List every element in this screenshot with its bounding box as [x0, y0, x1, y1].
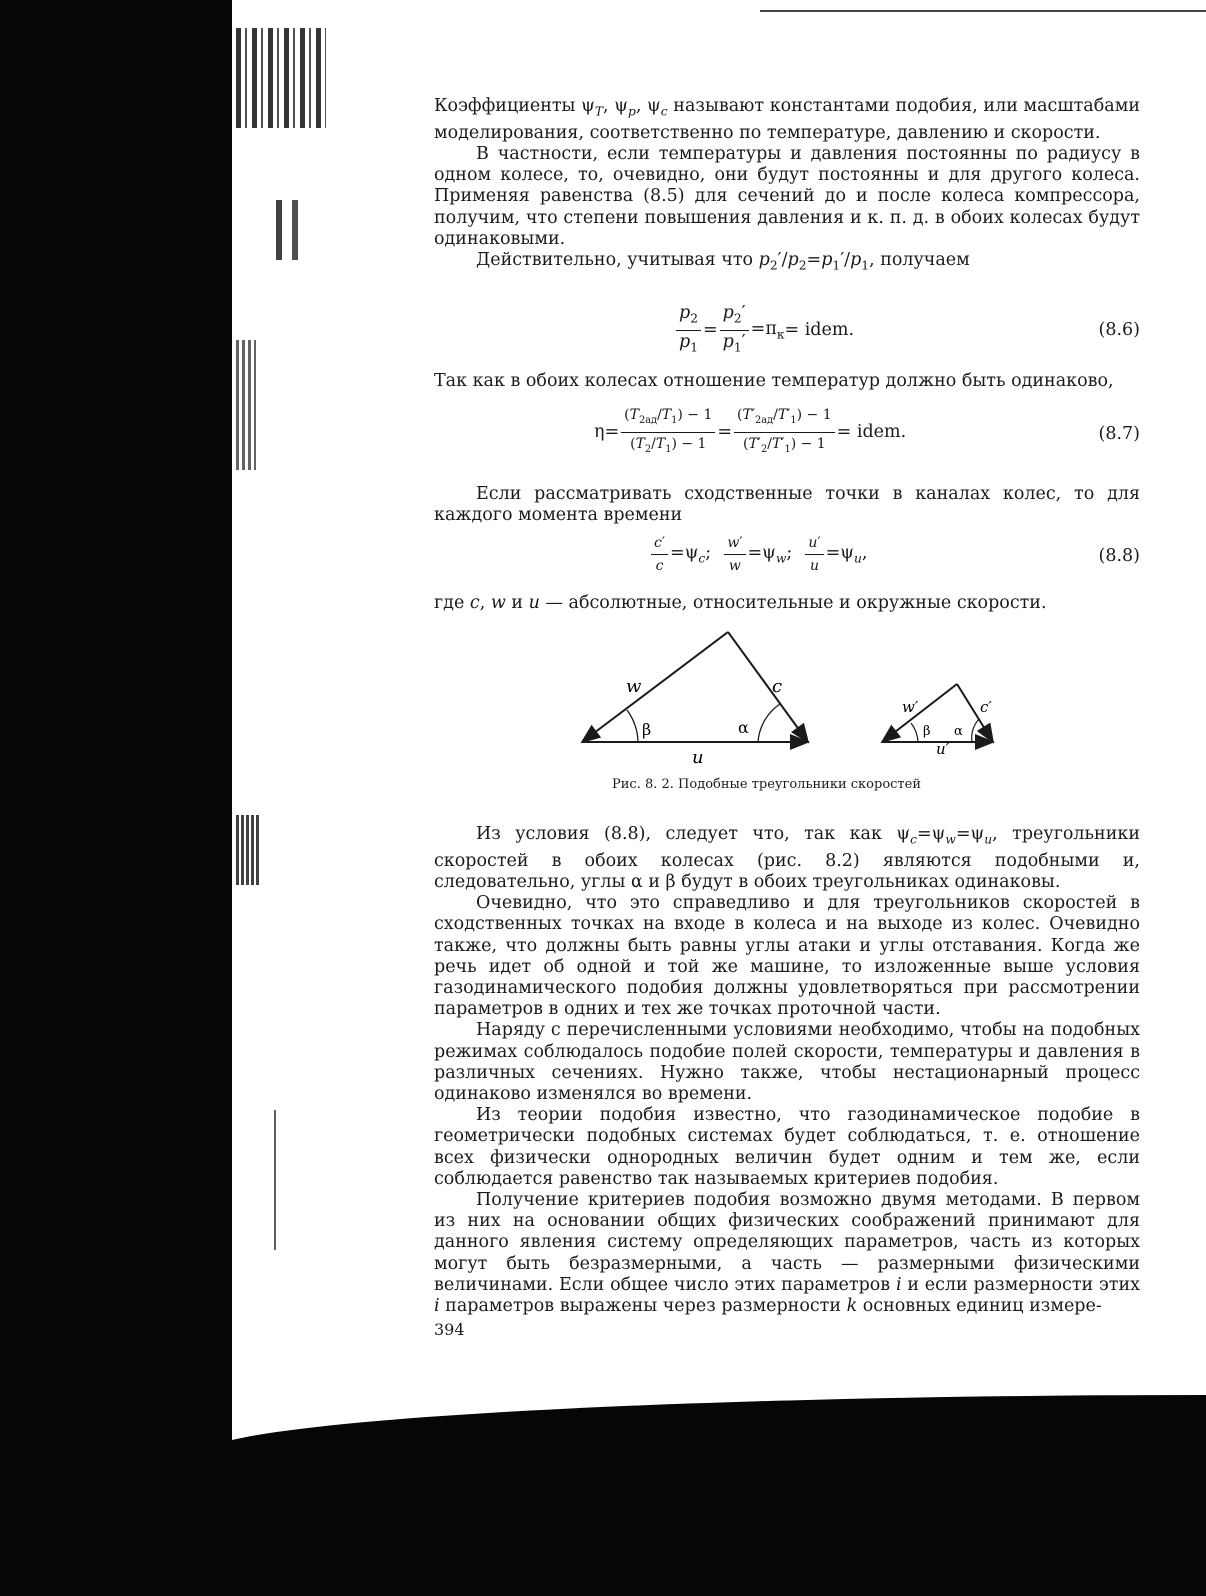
angle-alpha-arc	[758, 704, 780, 742]
equation-8-6: $\frac{p_2}{p_1}$ = $\frac{p_2'}{p_1'}$ $=\pi_к$ = idem. (8.6)	[434, 300, 1140, 364]
equation-8-8: $\frac{c'}{c}$ $=\psi_c$; $\frac{w'}{w}$ $=\psi_w$; $\frac{u'}{u}$ $=\psi_u$, (8.8)	[434, 532, 1140, 582]
label-w: w	[626, 676, 642, 697]
equation-number: (8.8)	[1098, 546, 1140, 566]
angle-beta-arc	[627, 710, 638, 742]
paragraph-similar-points: Если рассматривать сходственные точки в каналах колес, то для каждого момента времени	[434, 484, 1140, 526]
equation-number: (8.7)	[1098, 424, 1140, 444]
label-u: u	[692, 747, 704, 768]
vector-w-prime	[882, 684, 957, 742]
paragraph-inlet-outlet: Очевидно, что это справедливо и для треугольников скоростей в сходственных точках на входе в колеса и на выходе из колес. Очевидно также, что должны быть равны углы атаки и углы отставания. Когда же речь идет об одной и той же машине, то изложенные выше условия газодинамического подобия должны удовлетворяться при рассмотрении параметров в одних и тех же точках проточной части.	[434, 893, 1140, 1020]
velocity-triangles-figure	[570, 620, 1010, 770]
page-number: 394	[434, 1320, 465, 1339]
label-c-prime: c′	[980, 698, 992, 716]
paragraph-temperature-ratio: Так как в обоих колесах отношение температур должно быть одинаково,	[434, 371, 1114, 391]
paragraph-constant-radius: В частности, если температуры и давления постоянны по радиусу в одном колесе, то, очевидно, они будут постоянны и для другого колеса. Применяя равенства (8.5) для сечений до и после колеса компрессора, получим, что степени повышения давления и к. п. д. в обоих колесах будут одинаковыми.	[434, 143, 1140, 249]
label-w-prime: w′	[902, 698, 919, 716]
angle-alpha-prime-arc	[972, 719, 979, 742]
scan-artifact	[236, 340, 256, 470]
psi-symbols: $\psi_T$, $\psi_p$, $\psi_c$	[581, 96, 668, 119]
angle-beta-prime-arc	[911, 723, 918, 742]
vector-w	[582, 632, 728, 742]
scan-artifact	[236, 815, 260, 885]
paragraph-criteria-methods: Получение критериев подобия возможно двумя методами. В первом из них на основании общих физических соображений принимают для данного явления систему определяющих параметров, часть из которых могут быть безразмерными, а часть — размерными физическими величинами. Если общее число этих параметров i и если размерности этих i параметров выражены через размерности k основных единиц измере-	[434, 1189, 1140, 1316]
paragraph-constants: Коэффициенты $\psi_T$, $\psi_p$, $\psi_c$ называют константами подобия, или масштабами моделирования, соответственно по температуре, давлению и скорости. В частности, если температуры и давления постоянны по радиусу в одном колесе, то, очевидно, они будут постоянны и для другого колеса. Применяя равенства (8.5) для сечений до и после колеса компрессора, получим, что степени повышения давления и к. п. д. в обоих колесах будут одинаковыми. Действительно, учитывая что $p_2'/p_2=p_1'/p_1$, получаем	[434, 96, 1140, 277]
scan-artifact	[236, 28, 326, 128]
scan-shadow-bottom	[0, 1440, 1206, 1596]
label-c: c	[772, 676, 783, 697]
label-beta: β	[642, 720, 652, 739]
body-text-lower	[434, 824, 1140, 1317]
equation-number: (8.6)	[1098, 320, 1140, 340]
scan-artifact	[760, 10, 1206, 12]
label-alpha-prime: α	[954, 724, 963, 739]
label-u-prime: u′	[936, 740, 950, 758]
equation-8-6-rhs: = idem.	[784, 320, 855, 340]
label-beta-prime: β	[923, 724, 931, 739]
paragraph-velocity-definition: где c, w и u — абсолютные, относительные и окружные скорости.	[434, 593, 1047, 613]
paragraph-indeed: Действительно, учитывая что $p_2'/p_2=p_1'/p_1$, получаем	[476, 249, 970, 273]
equation-8-7-lhs: η=	[594, 422, 620, 443]
paragraph-field-similarity: Наряду с перечисленными условиями необходимо, чтобы на подобных режимах соблюдалось подобие полей скорости, температуры и давления в различных сечениях. Нужно также, чтобы нестационарный процесс одинаково изменялся во времени.	[434, 1020, 1140, 1104]
scan-shadow-left	[0, 0, 232, 1440]
paragraph-similarity-theory: Из теории подобия известно, что газодинамическое подобие в геометрически подобных системах будет соблюдаться, т. е. отношение всех физически однородных величин будет одним и тем же, если соблюдается равенство так называемых критериев подобия.	[434, 1105, 1140, 1189]
equation-8-7: η= $\frac{(T_{2ад}/T_1) - 1}{(T_2/T_1) - 1}$ = $\frac{(T'_{2ад}/T'_1) - 1}{(T'_2/T'_1) - 1}$ = idem. (8.7)	[594, 407, 1140, 455]
label-alpha: α	[738, 718, 749, 737]
paragraph-condition-8-8: Из условия (8.8), следует что, так как $\psi_c=\psi_w=\psi_u$, треугольники скоростей в обоих колесах (рис. 8.2) являются подобными и, следовательно, углы α и β будут в обоих треугольниках одинаковы.	[434, 824, 1140, 892]
figure-caption: Рис. 8. 2. Подобные треугольники скоростей	[612, 777, 921, 792]
equation-8-7-rhs: = idem.	[836, 422, 907, 443]
scan-artifact	[236, 200, 326, 260]
scan-artifact	[268, 1110, 288, 1250]
